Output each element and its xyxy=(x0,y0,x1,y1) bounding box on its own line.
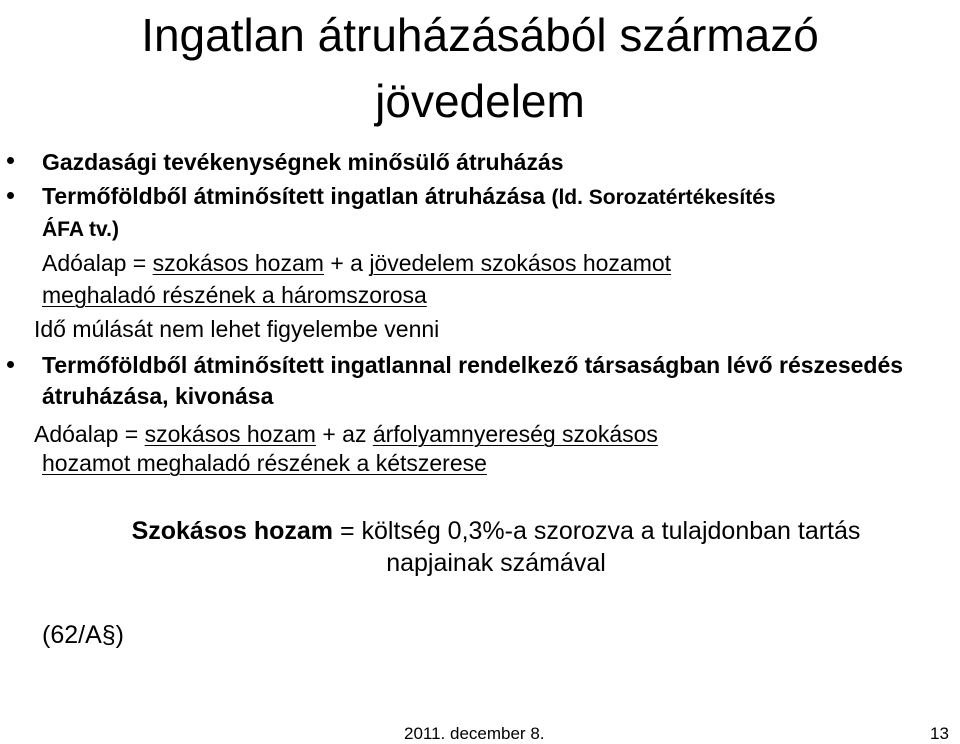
formula-2-prefix: Adóalap = xyxy=(34,421,145,447)
page-number: 13 xyxy=(930,724,949,743)
definition-line-2: napjainak számával xyxy=(386,549,606,577)
formula-1-term-1: szokásos hozam xyxy=(152,250,324,276)
definition-rest-1: = költség 0,3%-a szorozva a tulajdonban tartás xyxy=(333,517,861,545)
formula-1-term-2a: jövedelem szokásos hozamot xyxy=(369,250,672,276)
bullet-dot xyxy=(7,192,14,199)
title-line-1: Ingatlan átruházásából származó xyxy=(141,9,819,61)
definition xyxy=(40,515,952,579)
bullet-3-text: Termőföldből átminősített ingatlannal rendelkező társaságban lévő részesedés átruházása, kivonása xyxy=(42,352,904,409)
formula-2-term-2b: hozamot meghaladó részének a kétszerese xyxy=(42,450,487,476)
time-note: Idő múlását nem lehet figyelembe venni xyxy=(34,316,440,342)
formula-1-line-2 xyxy=(42,279,427,312)
formula-2-line-2 xyxy=(42,447,487,480)
formula-1-plus: + a xyxy=(323,250,370,276)
slide-title xyxy=(0,2,960,134)
formula-1-prefix: Adóalap = xyxy=(42,250,153,276)
bullet-2 xyxy=(42,181,802,245)
bullet-dot xyxy=(7,361,14,368)
formula-2-term-1: szokásos hozam xyxy=(144,421,316,447)
formula-2-plus: + az xyxy=(315,421,373,447)
bullet-dot xyxy=(7,157,14,164)
legal-reference: (62/A§) xyxy=(42,621,124,649)
bullet-2-text: Termőföldből átminősített ingatlan átruházása xyxy=(42,183,546,209)
bullet-2-note: (ld. Sorozatértékesítés ÁFA tv.) xyxy=(42,186,776,241)
formula-1-term-2b: meghaladó részének a háromszorosa xyxy=(42,282,427,308)
title-line-2: jövedelem xyxy=(375,75,585,127)
footer-date: 2011. december 8. xyxy=(404,724,545,743)
formula-1-line-1 xyxy=(42,247,671,280)
bullet-1-text: Gazdasági tevékenységnek minősülő átruházás xyxy=(42,149,564,175)
formula-2-term-2a: árfolyamnyereség szokásos xyxy=(372,421,658,447)
definition-term: Szokásos hozam xyxy=(131,517,334,545)
definition-line-1 xyxy=(40,515,952,547)
